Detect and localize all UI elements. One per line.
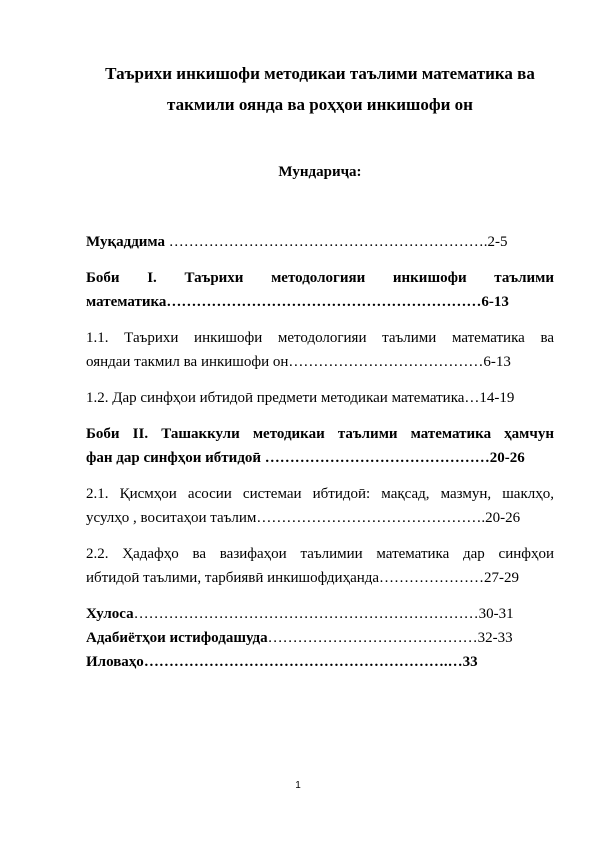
toc-entry-line: ибтидоӣ таълими, тарбиявӣ инкишофдиҳанда…………………27-29 xyxy=(86,570,520,586)
toc-entry-leader: …………………………………………………….…33 xyxy=(143,654,478,670)
toc-entry-line: 1.2. Дар синфҳои ибтидоӣ предмети методикаи математика…14-19 xyxy=(86,390,515,406)
toc-entry-line: Боби II. Ташаккули методикаи таълими математика ҳамчун xyxy=(86,426,554,442)
toc-entry-label: Хулоса xyxy=(86,606,134,622)
toc-entry-section-1-2 xyxy=(86,386,554,410)
toc-entry-introduction xyxy=(86,230,554,254)
toc-entry-leader: ……………………………………………………….2-5 xyxy=(165,234,508,250)
table-of-contents xyxy=(86,230,554,674)
page-number: 1 xyxy=(295,780,301,791)
toc-entry-line: фан дар синфҳои ибтидоӣ ………………………………………20-26 xyxy=(86,450,525,466)
toc-entry-appendix xyxy=(86,650,554,674)
toc-entry-line: Боби I. Таърихи методологияи инкишофи таълими xyxy=(86,270,554,286)
toc-entry-line: усулҳо , воситаҳои таълим……………………………………….20-26 xyxy=(86,510,521,526)
toc-entry-label: Муқаддима xyxy=(86,234,166,250)
toc-entry-line: 2.1. Қисмҳои асосии системаи ибтидоӣ: мақсад, мазмун, шаклҳо, xyxy=(86,486,554,502)
toc-entry-label: Адабиётҳои истифодашуда xyxy=(86,630,268,646)
contents-heading: Мундариҷа: xyxy=(278,164,362,180)
document-title xyxy=(80,58,560,120)
toc-entry-label: Иловаҳо xyxy=(86,654,144,670)
toc-entry-references xyxy=(86,626,554,650)
toc-entry-section-2-2 xyxy=(86,542,554,590)
toc-entry-section-2-1 xyxy=(86,482,554,530)
toc-entry-chapter-2 xyxy=(86,422,554,470)
title-line-2: такмили оянда ва роҳҳои инкишофи он xyxy=(167,95,473,114)
toc-entry-leader: ……………………………………………………………30-31 xyxy=(133,606,514,622)
toc-entry-section-1-1 xyxy=(86,326,554,374)
toc-entry-line: математика………………………………………………………6-13 xyxy=(86,294,509,310)
toc-entry-chapter-1 xyxy=(86,266,554,314)
toc-entry-line: 1.1. Таърихи инкишофи методологияи таълими математика ва xyxy=(86,330,554,346)
toc-entry-conclusion xyxy=(86,602,554,626)
toc-entry-line: ояндаи такмил ва инкишофи он…………………………………6-13 xyxy=(86,354,511,370)
title-line-1: Таърихи инкишофи методикаи таълими математика ва xyxy=(105,64,535,83)
toc-entry-leader: ……………………………………32-33 xyxy=(267,630,513,646)
toc-entry-line: 2.2. Ҳадафҳо ва вазифаҳои таълимии математика дар синфҳои xyxy=(86,546,554,562)
